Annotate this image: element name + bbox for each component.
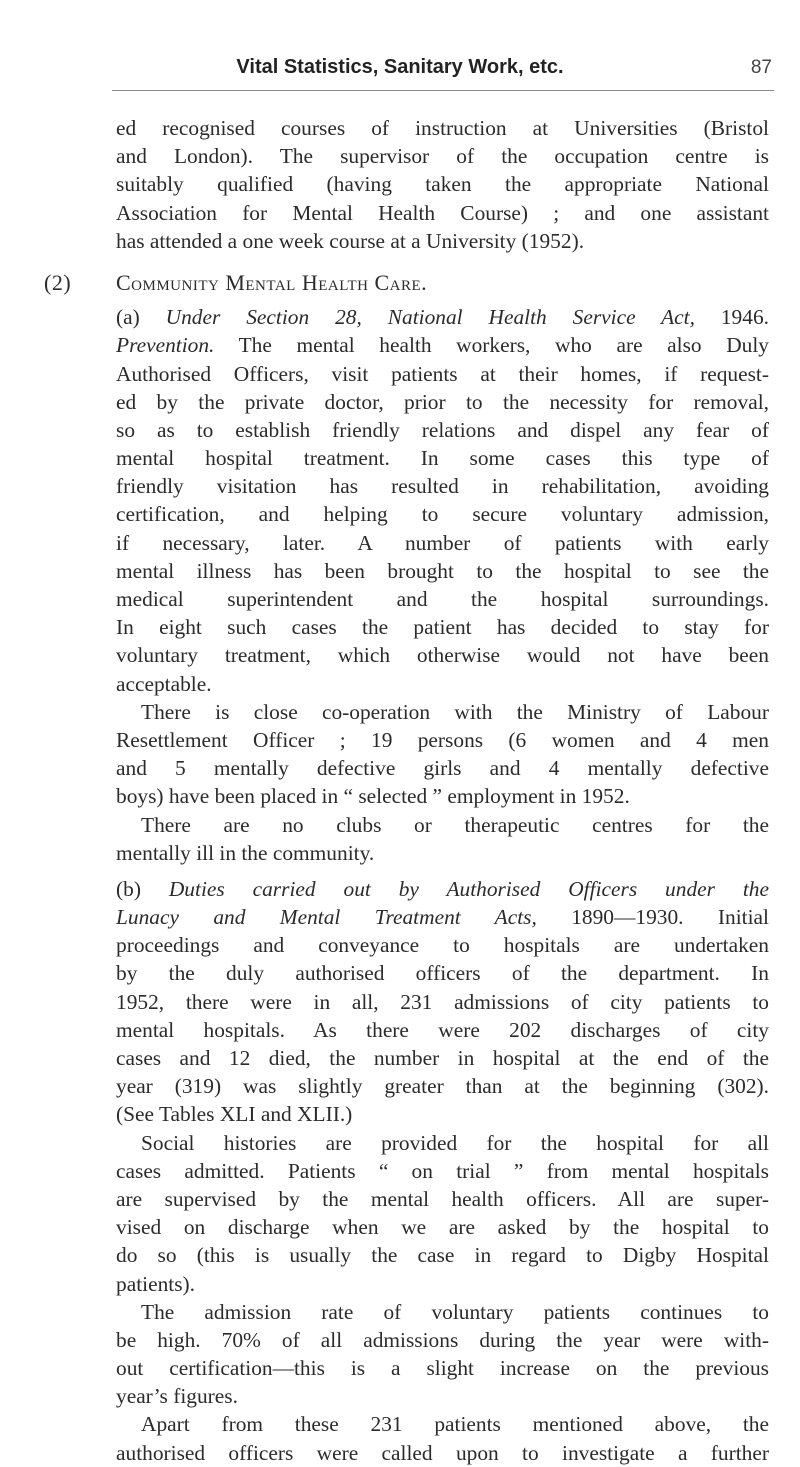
text-line: Apart from these 231 patients mentioned above, the — [141, 1412, 769, 1437]
text-line: if necessary, later. A number of patients with early — [116, 530, 769, 555]
text-line: vised on discharge when we are asked by the hospital to — [116, 1215, 769, 1240]
subsection-title: Duties carried out by Authorised Officers under the — [168, 876, 769, 901]
text-line: do so (this is usually the case in regard to Digby Hospital — [116, 1243, 769, 1268]
text-line: certification, and helping to secure voluntary admission, — [116, 502, 769, 527]
subsection-label: (b) — [116, 876, 169, 901]
text-line: cases and 12 died, the number in hospital at the end of the — [116, 1046, 769, 1070]
text-line: mental illness has been brought to the hospital to see the — [116, 558, 769, 583]
text-line: Association for Mental Health Course) ; and one assistant — [116, 200, 769, 225]
page-body — [0, 114, 800, 1467]
text-line: The admission rate of voluntary patients continues to — [141, 1299, 769, 1324]
text-line: friendly visitation has resulted in rehabilitation, avoiding — [116, 474, 769, 499]
subsection-a-title-line: (a) Under Section 28, National Health Service Act, 1946. — [116, 305, 769, 330]
text-line: boys) have been placed in “ selected ” employment in 1952. — [116, 784, 630, 809]
subsection-a-heading-line: Prevention. The mental health workers, who are also Duly — [116, 333, 769, 358]
text-line: patients). — [116, 1271, 196, 1296]
text-line: year’s figures. — [116, 1384, 238, 1409]
text-line: so as to establish friendly relations and dispel any fear of — [116, 417, 769, 442]
text-line: There is close co-operation with the Ministry of Labour — [141, 699, 769, 724]
section-title: Community Mental Health Care. — [116, 269, 428, 295]
text-line: are supervised by the mental health officers. All are super- — [116, 1186, 769, 1211]
text-line: year (319) was slightly greater than at the beginning (302). — [116, 1074, 769, 1099]
text-line: ed recognised courses of instruction at Universities (Bristol — [116, 116, 769, 140]
continuation-paragraph — [0, 114, 800, 255]
header-rule — [112, 90, 774, 91]
running-head-title: Vital Statistics, Sanitary Work, etc. — [236, 56, 564, 78]
text-line: cases admitted. Patients “ on trial ” from mental hospitals — [116, 1158, 769, 1183]
text-line: suitably qualified (having taken the appropriate National — [116, 172, 769, 197]
subsection-title: Under Section 28, National Health Service Act, — [165, 305, 695, 330]
text-line: mental hospital treatment. In some cases this type of — [116, 446, 769, 471]
subsection-b-title-line: Lunacy and Mental Treatment Acts, 1890—1930. Initial — [116, 905, 769, 930]
text-line: ed by the private doctor, prior to the necessity for removal, — [116, 389, 769, 414]
text-line: mental hospitals. As there were 202 discharges of city — [116, 1017, 769, 1042]
run-in-heading: Prevention. — [116, 333, 215, 358]
text-line: and London). The supervisor of the occupation centre is — [116, 144, 769, 169]
text-line: out certification—this is a slight increase on the previous — [116, 1356, 769, 1381]
text-line: In eight such cases the patient has decided to stay for — [116, 615, 769, 640]
text-line: voluntary treatment, which otherwise would not have been — [116, 643, 769, 668]
text-line: authorised officers were called upon to investigate a further — [116, 1440, 769, 1465]
text-line: and 5 mentally defective girls and 4 mentally defective — [116, 756, 769, 781]
text-line: proceedings and conveyance to hospitals are undertaken — [116, 933, 769, 958]
page-number: 87 — [750, 57, 772, 78]
subsection-b-title-line — [0, 875, 769, 903]
text-line: (See Tables XLI and XLII.) — [116, 1102, 353, 1127]
text-line: mentally ill in the community. — [116, 840, 375, 865]
subsection-b — [0, 875, 800, 1467]
text-line: by the duly authorised officers of the department. In — [116, 961, 769, 986]
text-line: 1952, there were in all, 231 admissions of city patients to — [116, 989, 769, 1014]
text-line: There are no clubs or therapeutic centres for the — [141, 812, 769, 837]
text-line: Authorised Officers, visit patients at their homes, if request- — [116, 361, 769, 386]
subsection-label: (a) — [116, 305, 166, 330]
text-line: Resettlement Officer ; 19 persons (6 women and 4 men — [116, 727, 769, 752]
text-line: medical superintendent and the hospital surroundings. — [116, 587, 769, 611]
subsection-title-cont: Lunacy and Mental Treatment Acts, — [116, 905, 537, 930]
page-header — [0, 56, 800, 86]
text-line: has attended a one week course at a University (1952). — [116, 228, 585, 253]
section-marker: (2) — [44, 269, 72, 295]
section-heading — [0, 269, 800, 297]
subsection-a — [0, 303, 800, 867]
text-line: be high. 70% of all admissions during the year were with- — [116, 1327, 769, 1352]
text-line: Social histories are provided for the hospital for all — [141, 1130, 769, 1155]
text-line: acceptable. — [116, 671, 212, 696]
